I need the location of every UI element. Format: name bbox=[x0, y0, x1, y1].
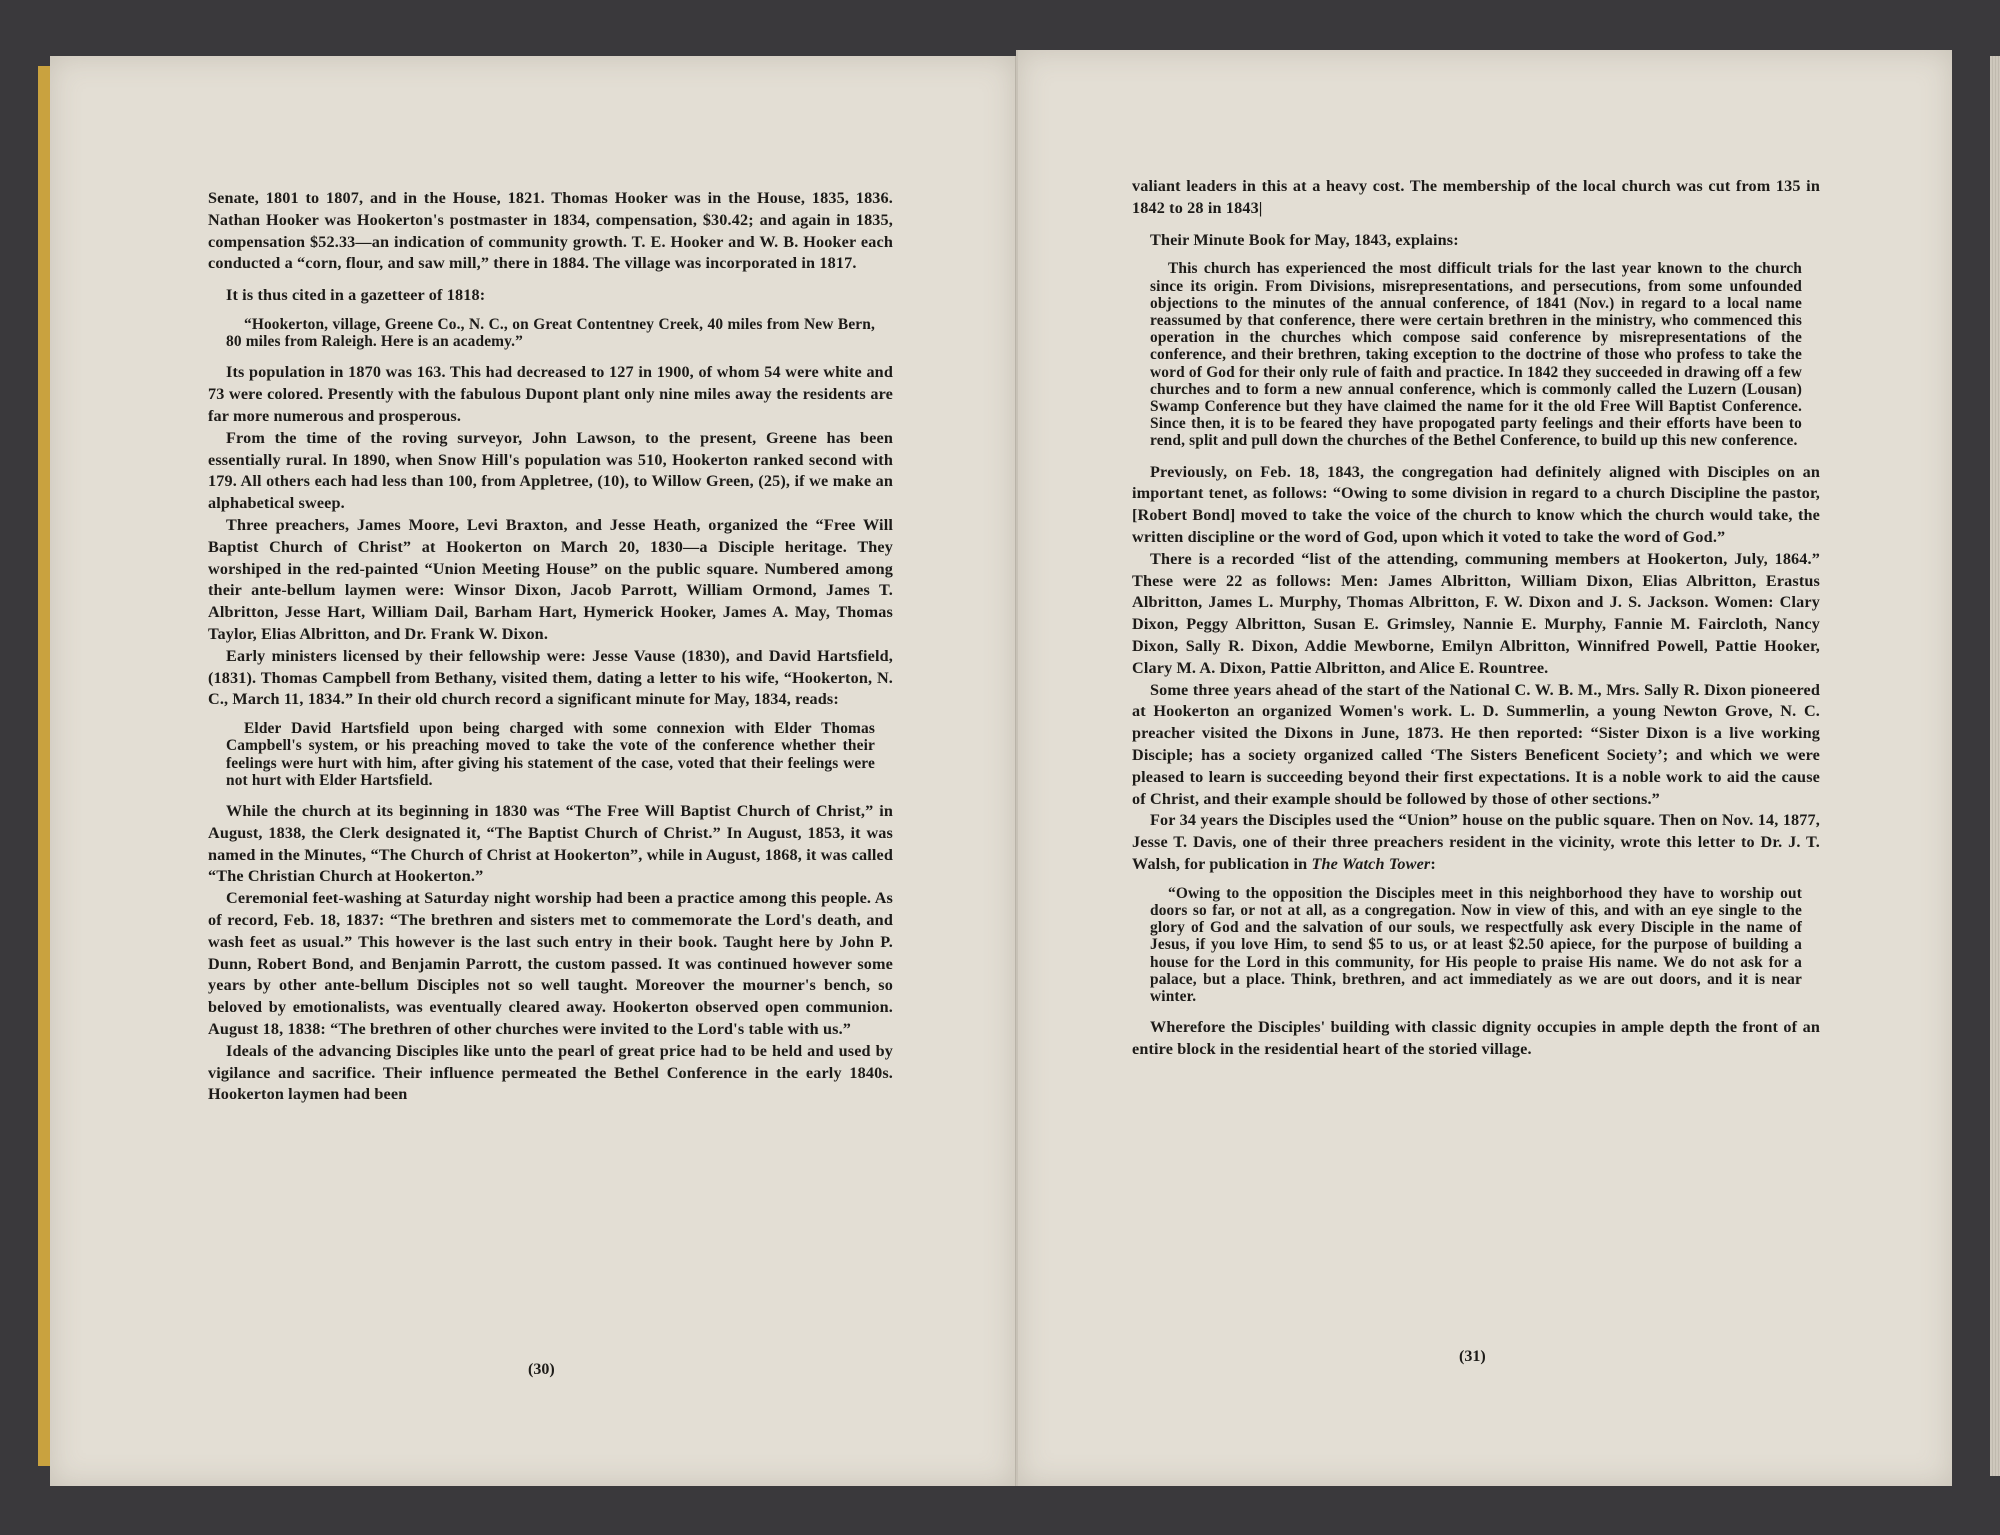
block-quote bbox=[1150, 885, 1802, 1005]
block-quote bbox=[226, 316, 875, 350]
paragraph: Their Minute Book for May, 1843, explains: bbox=[1150, 230, 1459, 249]
paragraph-watch-tower bbox=[1132, 810, 1820, 875]
paragraph: Previously, on Feb. 18, 1843, the congregation had definitely aligned with Disciples on an important tenet, as follows: “Owing to some division in regard to a church Discipline the pastor, [Robert Bond] moved to take the voice of the church to know which the church would take, the written discipline or the word of God, upon which it voted to take the word of God.” bbox=[1132, 462, 1820, 547]
page-number: (31) bbox=[1459, 1348, 1486, 1365]
left-page-text bbox=[208, 188, 893, 1106]
quote-text: “Owing to the opposition the Disciples meet in this neighborhood they have to worship out doors so far, or not at all, as a congregation. Now in view of this, and with an eye single to the glory of God and the salvation of our souls, we respectfully ask every Disciple in the name of Jesus, if you love Him, to send $5 to us, or at least $2.50 apiece, for the purpose of building a house for the Lord in this community, for His people to praise His name. We do not ask for a palace, but a place. Think, brethren, and act immediately as we are out doors, and it is near winter. bbox=[1150, 884, 1802, 1005]
quote-text: Elder David Hartsfield upon being charged with some connexion with Elder Thomas Campbell's system, or his preaching moved to take the vote of the conference whether their feelings were hurt with him, after giving his statement of the case, voted that their feelings were not hurt with Elder Hartsfield. bbox=[226, 720, 875, 789]
paragraph: From the time of the roving surveyor, John Lawson, to the present, Greene has been essentially rural. In 1890, when Snow Hill's population was 510, Hookerton ranked second with 179. All others each had less than 100, from Appletree, (10), to Willow Green, (25), if we make an alphabetical sweep. bbox=[208, 428, 893, 513]
paragraph: Early ministers licensed by their fellowship were: Jesse Vause (1830), and David Hartsfield, (1831). Thomas Campbell from Bethany, visited them, dating a letter to his wife, “Hookerton, N. C., March 11, 1834.” In their old church record a significant minute for May, 1834, reads: bbox=[208, 646, 893, 709]
page-edges bbox=[1990, 56, 2000, 1476]
quote-text: This church has experienced the most difficult trials for the last year known to the church since its origin. From Divisions, misrepresentations, and persecutions, from some unfounded objections to the minutes of the annual conference, of 1841 (Nov.) in regard to a local name reassumed by that conference, there were certain brethren in the ministry, who commenced this operation in the churches which compose said conference by misrepresentations of the conference, and their brethren, taking exception to the doctrine of those who profess to take the word of God for their only rule of faith and practice. In 1842 they succeeded in drawing off a few churches and to form a new annual conference, which is commonly called the Luzern (Lousan) Swamp Conference but they have claimed the name for it the old Free Will Baptist Conference. Since then, it is to be feared they have propogated party feelings and their efforts have been to rend, split and pull down the churches of the Bethel Conference, to build up this new conference. bbox=[1150, 260, 1802, 450]
paragraph: While the church at its beginning in 1830 was “The Free Will Baptist Church of Christ,” in August, 1838, the Clerk designated it, “The Baptist Church of Christ.” In August, 1853, it was named in the Minutes, “The Church of Christ at Hookerton”, while in August, 1868, it was called “The Christian Church at Hookerton.” bbox=[208, 801, 893, 886]
paragraph: Ceremonial feet-washing at Saturday night worship had been a practice among this people. As of record, Feb. 18, 1837: “The brethren and sisters met to commemorate the Lord's death, and wash feet as usual.” This however is the last such entry in their book. Taught here by John P. Dunn, Robert Bond, and Benjamin Parrott, the custom passed. It was continued however some years by other ante-bellum Disciples not so well taught. Moreover the mourner's bench, so beloved by emotionalists, was eventually cleared away. Hookerton observed open communion. August 18, 1838: “The brethren of other churches were invited to the Lord's table with us.” bbox=[208, 889, 893, 1038]
publication-title: The Watch Tower bbox=[1311, 854, 1431, 873]
paragraph: valiant leaders in this at a heavy cost. The membership of the local church was cut from 135 in 1842 to 28 in 1843| bbox=[1132, 177, 1820, 217]
page-number: (30) bbox=[528, 1361, 555, 1378]
paragraph: It is thus cited in a gazetteer of 1818: bbox=[226, 286, 486, 305]
paragraph: There is a recorded “list of the attending, communing members at Hookerton, July, 1864.” These were 22 as follows: Men: James Albritton, William Dixon, Elias Albritton, Erastus Albritton, James L. Murphy, Thomas Albritton, F. W. Dixon and J. S. Jackson. Women: Clary Dixon, Peggy Albritton, Susan E. Grimsley, Nannie E. Murphy, Fannie M. Faircloth, Nancy Dixon, Sally R. Dixon, Addie Mewborne, Emilyn Albritton, Winnifred Powell, Pattie Hooker, Clary M. A. Dixon, Pattie Albritton, and Alice E. Rountree. bbox=[1132, 549, 1820, 677]
paragraph: Ideals of the advancing Disciples like unto the pearl of great price had to be held and used by vigilance and sacrifice. Their influence permeated the Bethel Conference in the early 1840s. Hookerton laymen had been bbox=[208, 1041, 893, 1104]
quote-text: “Hookerton, village, Greene Co., N. C., on Great Contentney Creek, 40 miles from New Bern, 80 miles from Raleigh. Here is an academy.” bbox=[226, 315, 875, 351]
paragraph: Its population in 1870 was 163. This had decreased to 127 in 1900, of whom 54 were white and 73 were colored. Presently with the fabulous Dupont plant only nine miles away the residents are far more numerous and prosperous. bbox=[208, 363, 893, 425]
paragraph: Three preachers, James Moore, Levi Braxton, and Jesse Heath, organized the “Free Will Baptist Church of Christ” at Hookerton on March 20, 1830—a Disciple heritage. They worshiped in the red-painted “Union Meeting House” on the public square. Numbered among their ante-bellum laymen were: Winsor Dixon, Jacob Parrott, William Ormond, James T. Albritton, Jesse Hart, William Dail, Barham Hart, Hymerick Hooker, James A. May, Thomas Taylor, Elias Albritton, and Dr. Frank W. Dixon. bbox=[208, 515, 893, 643]
paragraph-text: For 34 years the Disciples used the “Union” house on the public square. Then on Nov. 14, 1877, Jesse T. Davis, one of their three preachers resident in the vicinity, wrote this letter to Dr. J. T. Walsh, for publication in bbox=[1132, 811, 1820, 873]
block-quote bbox=[1150, 260, 1802, 449]
paragraph: Wherefore the Disciples' building with classic dignity occupies in ample depth the front of an entire block in the residential heart of the storied village. bbox=[1132, 1018, 1820, 1058]
paragraph: Senate, 1801 to 1807, and in the House, 1821. Thomas Hooker was in the House, 1835, 1836. Nathan Hooker was Hookerton's postmaster in 1834, compensation, $30.42; and again in 1835, compensation $52.33—an indication of community growth. T. E. Hooker and W. B. Hooker each conducted a “corn, flour, and saw mill,” there in 1884. The village was incorporated in 1817. bbox=[208, 189, 893, 273]
paragraph-text: : bbox=[1430, 854, 1436, 873]
block-quote bbox=[226, 720, 875, 789]
right-page-text bbox=[1132, 176, 1820, 1061]
paragraph: Some three years ahead of the start of the National C. W. B. M., Mrs. Sally R. Dixon pioneered at Hookerton an organized Women's work. L. D. Summerlin, a young Newton Grove, N. C. preacher visited the Dixons in June, 1873. He then reported: “Sister Dixon is a live working Disciple; has a society organized called ‘The Sisters Beneficent Society’; and which we were pleased to learn is succeeding beyond their first expectations. It is a noble work to aid the cause of Christ, and their example should be followed by those of other sections.” bbox=[1132, 680, 1820, 808]
